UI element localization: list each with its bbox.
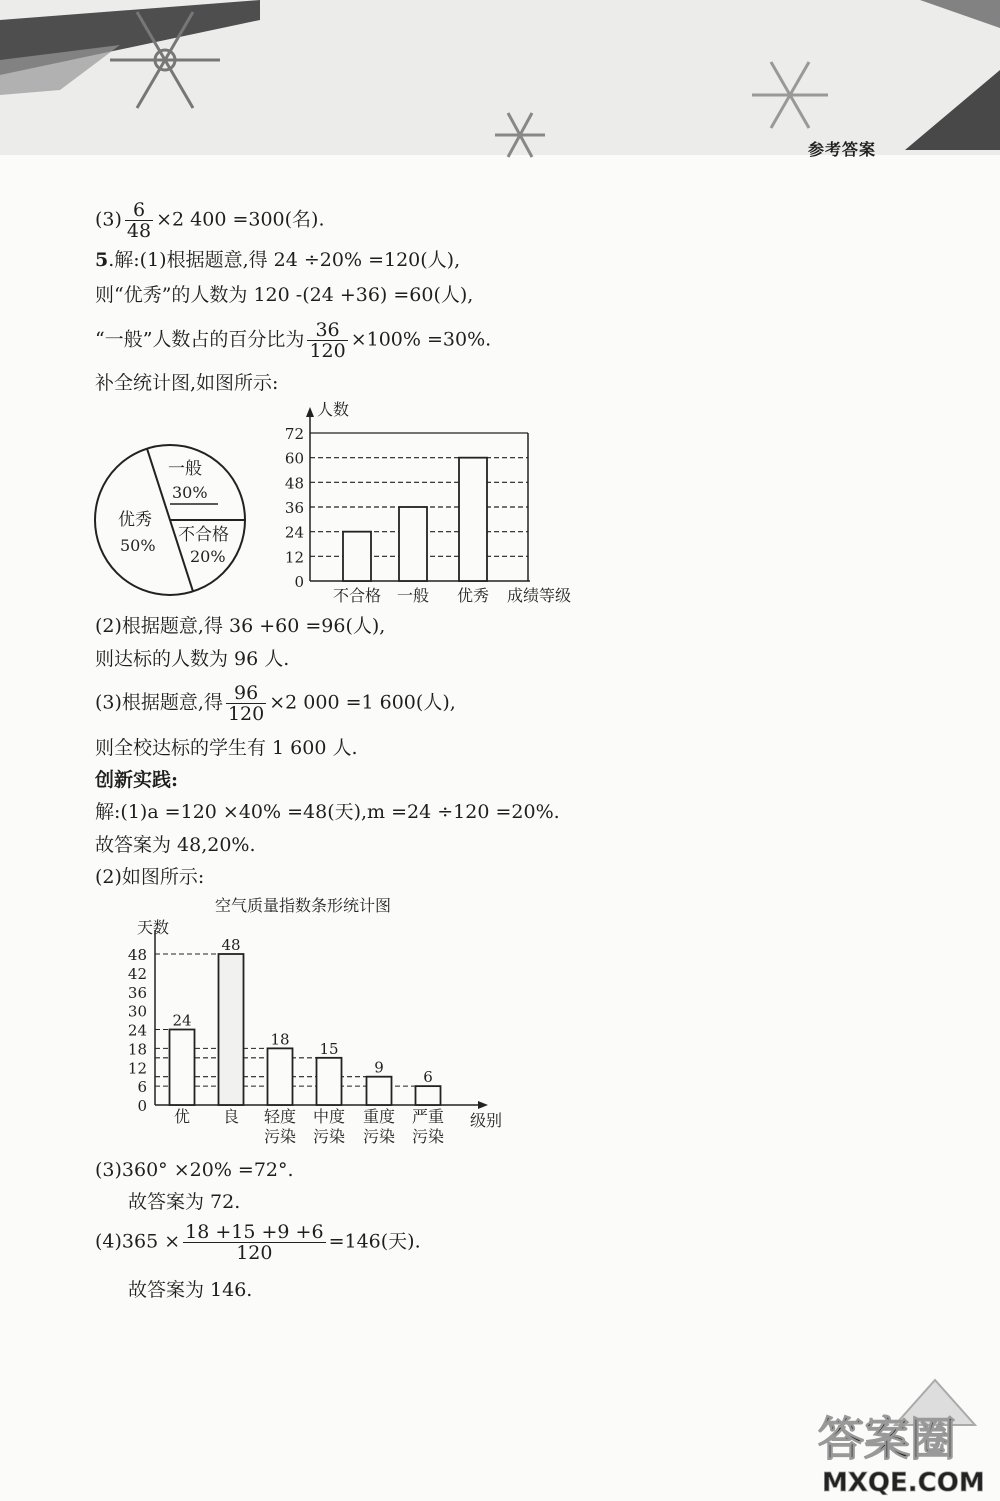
text: ×2 400 =300(名). bbox=[156, 208, 325, 231]
denominator: 120 bbox=[309, 340, 346, 362]
numerator: 18 +15 +9 +6 bbox=[185, 1221, 324, 1243]
y-tick-label: 30 bbox=[127, 1002, 147, 1021]
fraction bbox=[183, 1222, 325, 1263]
text: (3) bbox=[95, 208, 122, 231]
pie-percent-fail: 20% bbox=[190, 547, 226, 566]
line-school-qualified: 则全校达标的学生有 1 600 人. bbox=[95, 737, 358, 759]
numerator: 36 bbox=[307, 320, 347, 341]
chart-title: 空气质量指数条形统计图 bbox=[215, 896, 392, 915]
line-excellent-count: 则“优秀”的人数为 120 -(24 +36) =60(人), bbox=[95, 284, 474, 306]
bar-chart-air-quality bbox=[110, 890, 530, 1152]
bar bbox=[459, 458, 487, 581]
pie-label-fail: 不合格 bbox=[178, 525, 229, 545]
denominator: 120 bbox=[227, 703, 265, 725]
data-label: 15 bbox=[319, 1039, 339, 1058]
x-axis-label: 级别 bbox=[470, 1111, 503, 1130]
line-complete-chart: 补全统计图,如图所示: bbox=[95, 372, 279, 394]
pie-percent-general: 30% bbox=[172, 483, 208, 502]
line-angle: (3)360° ×20% =72°. bbox=[95, 1159, 294, 1181]
x-category-label: 良 bbox=[222, 1107, 240, 1126]
y-tick-label: 24 bbox=[284, 523, 304, 542]
data-label: 24 bbox=[172, 1011, 192, 1030]
y-axis-label: 人数 bbox=[317, 400, 350, 419]
question-number: 5 bbox=[95, 249, 109, 271]
line-2-solution: (2)根据题意,得 36 +60 =96(人), bbox=[95, 615, 386, 637]
pie-label-general: 一般 bbox=[168, 459, 202, 479]
data-label: 9 bbox=[374, 1058, 384, 1077]
section-title-innovation: 创新实践: bbox=[95, 769, 179, 791]
x-category-label: 优秀 bbox=[456, 586, 490, 605]
line-4-solution bbox=[95, 1222, 421, 1263]
x-category-label: 优 bbox=[173, 1107, 191, 1126]
snowflake-decoration bbox=[0, 0, 1000, 160]
line-2-as-shown: (2)如图所示: bbox=[95, 866, 205, 888]
x-category-label: 中度 bbox=[312, 1107, 346, 1126]
x-category-label: 重度 bbox=[362, 1107, 396, 1126]
data-label: 6 bbox=[423, 1068, 433, 1087]
x-category-label: 严重 bbox=[411, 1107, 445, 1126]
denominator: 48 bbox=[126, 220, 152, 242]
bar bbox=[343, 532, 371, 581]
y-tick-label: 48 bbox=[284, 474, 304, 493]
y-tick-label: 0 bbox=[294, 573, 304, 591]
fraction bbox=[125, 200, 153, 241]
x-category-label: 污染 bbox=[263, 1127, 297, 1146]
text: (4)365 × bbox=[95, 1230, 181, 1253]
bar bbox=[170, 1030, 195, 1106]
line-qualified: 则达标的人数为 96 人. bbox=[95, 648, 290, 670]
y-tick-label: 6 bbox=[137, 1078, 147, 1097]
line-innovation-1: 解:(1)a =120 ×40% =48(天),m =24 ÷120 =20%. bbox=[95, 801, 560, 823]
y-tick-label: 72 bbox=[284, 425, 304, 443]
x-category-label: 污染 bbox=[411, 1127, 445, 1146]
data-label: 48 bbox=[221, 936, 241, 954]
bar bbox=[367, 1077, 392, 1105]
y-tick-label: 36 bbox=[284, 499, 304, 517]
text: “一般”人数占的百分比为 bbox=[95, 328, 305, 351]
watermark-url: MXQE.COM bbox=[822, 1468, 985, 1497]
x-category-label: 一般 bbox=[396, 586, 430, 605]
text: ×100% =30%. bbox=[350, 328, 492, 351]
y-tick-label: 48 bbox=[127, 946, 147, 964]
line-5-solution bbox=[95, 247, 460, 273]
numerator: 96 bbox=[226, 683, 266, 704]
y-tick-label: 12 bbox=[284, 548, 304, 567]
x-axis-label: 成绩等级 bbox=[507, 586, 572, 605]
x-category-label: 污染 bbox=[312, 1127, 346, 1146]
line-answer-48: 故答案为 48,20%. bbox=[95, 834, 256, 856]
x-category-label: 不合格 bbox=[332, 586, 382, 605]
y-tick-label: 60 bbox=[284, 449, 304, 468]
bar bbox=[268, 1048, 293, 1105]
bar bbox=[399, 507, 427, 581]
y-axis-arrow bbox=[306, 407, 314, 417]
y-axis-label: 天数 bbox=[137, 918, 170, 937]
x-category-label: 轻度 bbox=[263, 1107, 297, 1126]
fraction bbox=[307, 320, 347, 361]
x-category-label: 污染 bbox=[362, 1127, 396, 1146]
bar bbox=[317, 1058, 342, 1105]
pie-chart bbox=[90, 440, 260, 605]
line-answer-72: 故答案为 72. bbox=[128, 1191, 241, 1213]
line-3-ratio bbox=[95, 200, 325, 241]
pie-label-excellent: 优秀 bbox=[118, 510, 152, 530]
line-3-solution bbox=[95, 683, 456, 724]
bar bbox=[416, 1086, 441, 1105]
fraction bbox=[226, 683, 266, 724]
watermark bbox=[760, 1370, 1000, 1497]
text: =146(天). bbox=[328, 1230, 421, 1253]
text: ×2 000 =1 600(人), bbox=[269, 691, 456, 714]
bar-chart-grade bbox=[275, 395, 585, 610]
data-label: 18 bbox=[270, 1030, 290, 1049]
x-axis-arrow bbox=[478, 1101, 488, 1109]
y-tick-label: 42 bbox=[127, 964, 147, 983]
y-tick-label: 24 bbox=[127, 1021, 147, 1040]
denominator: 120 bbox=[236, 1242, 273, 1264]
y-tick-label: 0 bbox=[137, 1097, 147, 1115]
page-header bbox=[0, 0, 1000, 160]
y-tick-label: 18 bbox=[127, 1040, 147, 1059]
pie-percent-excellent: 50% bbox=[120, 536, 156, 555]
header-label: 参考答案 bbox=[808, 140, 877, 159]
text: (3)根据题意,得 bbox=[95, 691, 223, 714]
y-tick-label: 36 bbox=[127, 983, 147, 1002]
y-tick-label: 12 bbox=[127, 1059, 147, 1078]
line-percent bbox=[95, 320, 491, 361]
text: .解:(1)根据题意,得 24 ÷20% =120(人), bbox=[108, 249, 461, 271]
watermark-logo: 答案圈 bbox=[818, 1412, 956, 1466]
numerator: 6 bbox=[125, 200, 153, 221]
line-answer-146: 故答案为 146. bbox=[128, 1279, 253, 1301]
bar bbox=[219, 954, 244, 1105]
